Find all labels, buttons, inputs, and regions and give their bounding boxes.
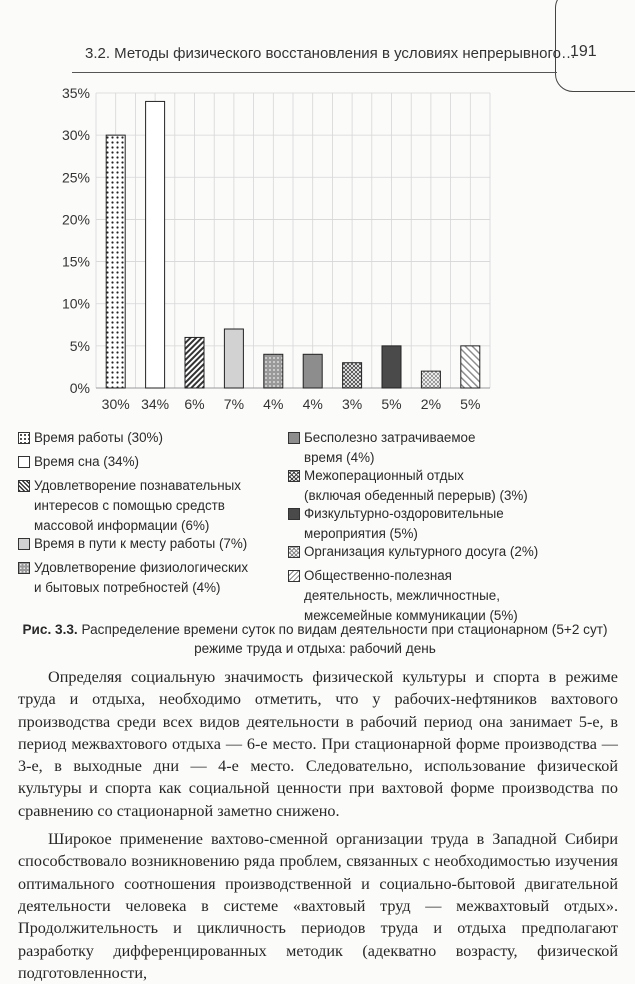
bar [224, 329, 243, 388]
legend-swatch [288, 570, 300, 582]
legend-text [304, 466, 528, 506]
legend-text [34, 452, 139, 472]
legend-text [304, 428, 475, 468]
legend-line: Межоперационный отдых [304, 468, 464, 483]
legend-text [304, 542, 538, 562]
body-text [18, 666, 618, 984]
legend-line: Удовлетворение познавательных [34, 478, 241, 493]
legend-text [304, 566, 518, 626]
legend-text [34, 534, 247, 554]
bar [146, 101, 165, 388]
legend-line: Организация культурного досуга (2%) [304, 544, 539, 559]
legend-line: Общественно-полезная [304, 568, 452, 583]
legend-text [34, 428, 163, 448]
bar [303, 354, 322, 388]
legend-line: Время работы (30%) [34, 430, 163, 445]
legend-swatch [18, 538, 30, 550]
bar-label: 5% [381, 396, 402, 412]
legend-line: время (4%) [304, 450, 375, 465]
y-axis-ticks [62, 85, 90, 396]
legend-swatch [288, 470, 300, 482]
y-tick-label: 20% [61, 211, 90, 228]
bar-label: 30% [101, 396, 130, 412]
legend-text [304, 504, 504, 544]
legend-line: Физкультурно-оздоровительные [304, 506, 504, 521]
legend-line: и бытовых потребностей (4%) [34, 580, 221, 595]
legend-line: массовой информации (6%) [34, 518, 210, 533]
bar [185, 337, 204, 388]
legend-swatch [18, 480, 30, 492]
y-tick-label: 15% [61, 253, 90, 270]
y-tick-label: 25% [61, 169, 90, 186]
y-tick-label: 30% [61, 127, 90, 144]
bar-label: 2% [420, 396, 442, 412]
page-number: 191 [570, 43, 597, 60]
legend-swatch [288, 546, 300, 558]
y-tick-label: 10% [61, 295, 90, 312]
running-header [0, 0, 635, 92]
legend-line: Время сна (34%) [34, 454, 139, 469]
y-tick-label: 0% [69, 380, 90, 396]
bar-chart [0, 80, 635, 420]
paragraph: Широкое применение вахтово-сменной организации труда в Западной Сибири способствовало возникновению ряда проблем, связанных с необходимостью изучения оптимального соотношения производственной и социально-бытовой двигательной деятельности человека в системе «вахтовый труд — межвахтовый отдых». Продолжительность и цикличность периодов труда и отдыха предполагают разработку дифференцированных методик (адекватно возрасту, физической подготовленности, [18, 830, 618, 982]
bar [382, 346, 401, 388]
y-tick-label: 35% [61, 85, 90, 101]
caption-text: Распределение времени суток по видам деятельности при стационарном (5+2 сут) режиме труда и отдыха: рабочий день [77, 622, 608, 656]
legend-swatch [288, 432, 300, 444]
legend-text [34, 476, 241, 536]
legend-line: межсемейные коммуникации (5%) [304, 608, 518, 623]
bar-label: 4% [263, 396, 284, 412]
bar [461, 346, 480, 388]
legend-line: Бесполезно затрачиваемое [304, 430, 476, 445]
figure-caption [20, 620, 610, 658]
bar [106, 135, 125, 388]
legend-line: Удовлетворение физиологических [34, 560, 249, 575]
legend-line: Время в пути к месту работы (7%) [34, 536, 248, 551]
bar-label: 3% [341, 396, 363, 412]
header-rule [72, 72, 557, 73]
legend-text [34, 558, 248, 598]
legend-swatch [288, 508, 300, 520]
legend-line: деятельность, межличностные, [304, 588, 500, 603]
bar-value-labels [102, 396, 481, 412]
bar-label: 7% [223, 396, 245, 412]
running-title: 3.2. Методы физического восстановления в условиях непрерывного… [85, 45, 576, 62]
bar-label: 6% [184, 396, 205, 412]
legend-swatch [18, 562, 30, 574]
bar [421, 371, 440, 388]
bar-label: 5% [460, 396, 481, 412]
legend-swatch [18, 456, 30, 468]
bar [343, 363, 362, 388]
bar-label: 4% [302, 396, 323, 412]
y-tick-label: 5% [69, 337, 90, 354]
legend-swatch [18, 432, 30, 444]
paragraph: Определяя социальную значимость физической культуры и спорта в режиме труда и отдыха, необходимо отметить, что у рабочих-нефтяников вахтового производства среди всех видов деятельности в рабочий период она занимает 5-е, в период межвахтового отдыха — 6-е место. При стационарной форме производства — 3-е, в выходные дни — 4-е место. Следовательно, использование физической культуры и спорта как социальной ценности при вахтовой форме производства по сравнению со стационарной заметно снижено. [18, 668, 618, 820]
bar [264, 354, 283, 388]
caption-label: Рис. 3.3. [22, 622, 78, 637]
legend-line: (включая обеденный перерыв) (3%) [304, 488, 528, 503]
legend-line: мероприятия (5%) [304, 526, 418, 541]
bar-label: 34% [141, 396, 170, 412]
legend-line: интересов с помощью средств [34, 498, 225, 513]
